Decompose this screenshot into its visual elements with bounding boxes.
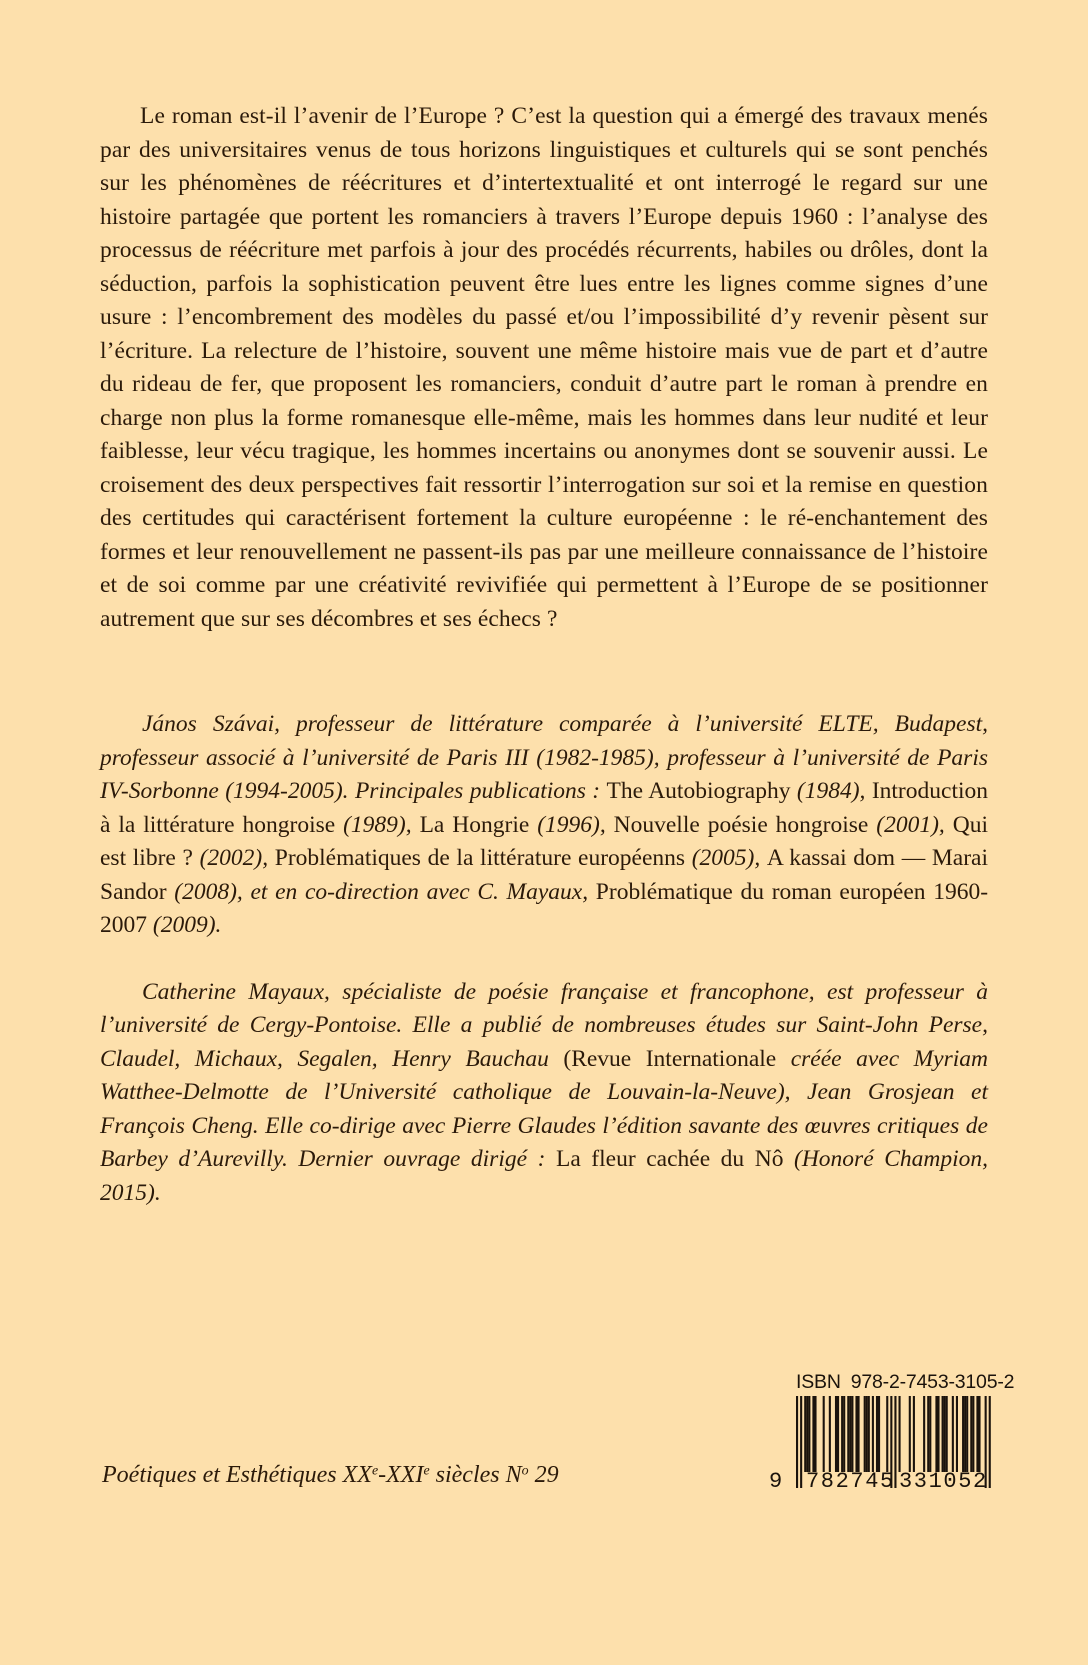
author-bio-janos-szavai — [100, 708, 988, 943]
synopsis-paragraph: Le roman est-il l’avenir de l’Europe ? C’est la question qui a émergé des travaux menés par des universitaires venus de tous horizons linguistiques et culturels qui se sont penchés sur les phénomènes de réécritures et d’intertextualité et ont interrogé le regard sur une histoire partagée que portent les romanciers à travers l’Europe depuis 1960 : l’analyse des processus de réécriture met parfois à jour des procédés récurrents, habiles ou drôles, dont la séduction, parfois la sophistication peuvent être lues entre les lignes comme signes d’une usure : l’encombrement des modèles du passé et/ou l’impossibilité d’y revenir pèsent sur l’écriture. La relecture de l’histoire, souvent une même histoire mais vue de part et d’autre du rideau de fer, que proposent les romanciers, conduit d’autre part le roman à prendre en charge non plus la forme romanesque elle-même, mais les hommes dans leur nudité et leur faiblesse, leur vécu tragique, les hommes incertains ou anonymes dont se souvenir aussi. Le croisement des deux perspectives fait ressortir l’interrogation sur soi et la remise en question des certitudes qui caractérisent fortement la culture européenne : le ré-enchantement des formes et leur renouvellement ne passent-ils pas par une meilleure connaissance de l’histoire et de soi comme par une créativité revivifiée qui permettent à l’Europe de se positionner autrement que sur ses décombres et ses échecs ? — [100, 103, 988, 632]
text-segment: Problématique du roman européen 1960-2007 — [100, 878, 989, 938]
text-segment: 29 — [528, 1462, 559, 1488]
text-segment: (Revue Internationale — [563, 1045, 791, 1072]
text-segment: Problématiques de la littérature européenns — [274, 845, 692, 871]
text-segment: e — [371, 1463, 379, 1479]
text-segment: (Honoré Champion, 2015). — [100, 1146, 988, 1206]
text-column — [100, 0, 988, 1210]
text-segment: Nouvelle poésie hongroise — [613, 811, 877, 838]
series-line — [102, 1462, 559, 1489]
text-segment: (2008), et en co-direction avec C. Mayaux, — [174, 878, 596, 905]
text-segment: The Autobiography — [606, 778, 797, 804]
barcode-lead-digit: 9 — [769, 1469, 783, 1494]
text-segment: siècles N — [429, 1462, 522, 1488]
text-segment: (2005), — [691, 845, 767, 871]
text-segment: La Hongrie — [419, 811, 538, 838]
text-segment: A kassai dom — Marai Sandor — [100, 845, 988, 905]
text-segment: Qui est libre ? — [100, 811, 988, 871]
isbn-line — [796, 1371, 1015, 1394]
text-segment: e — [423, 1463, 430, 1479]
text-segment: (1996), — [537, 811, 614, 838]
author-bio-catherine-mayaux — [100, 976, 988, 1211]
isbn-block — [768, 1371, 1015, 1521]
text-segment: (2001), — [876, 811, 953, 838]
isbn-number: 978-2-7453-3105-2 — [850, 1371, 1015, 1393]
isbn-label: ISBN — [796, 1371, 841, 1393]
text-segment: La fleur cachée du Nô — [555, 1146, 795, 1172]
text-segment: Catherine Mayaux, spécialiste de poésie française et francophone, est professeur à l’université de Cergy-Pontoise. Elle a publié de nombreuses études sur Saint-John Perse, Claudel, Michaux, Segalen, Henry Bauchau — [100, 978, 988, 1072]
text-segment: (2002), — [199, 845, 275, 871]
text-segment: o — [521, 1463, 529, 1479]
text-segment: créée avec Myriam Watthee-Delmotte de l’Université catholique de Louvain-la-Neuve), Jean Grosjean et François Cheng. Elle co-dirige avec Pierre Glaudes l’édition savante des œuvres critiques de Barbey d’Aurevilly. Dernier ouvrage dirigé : — [100, 1045, 989, 1172]
text-segment: -XXI — [378, 1462, 424, 1488]
text-segment: (1989), — [343, 811, 420, 838]
barcode-wrap — [769, 1396, 991, 1521]
text-segment: (2009). — [152, 912, 222, 938]
text-segment: Introduction à la littérature hongroise — [100, 778, 988, 838]
barcode-digit-group-2: 331052 — [899, 1469, 988, 1494]
text-segment: (1984), — [796, 778, 872, 804]
text-segment: János Szávai, professeur de littérature comparée à l’université ELTE, Budapest, professeur associé à l’université de Paris III (1982-1985), professeur à l’université de Paris IV-Sorbonne (1994-2005). Principales publications : — [100, 711, 988, 804]
barcode-digit-group-1: 782745 — [806, 1469, 895, 1494]
text-segment: Poétiques et Esthétiques XX — [102, 1462, 372, 1488]
